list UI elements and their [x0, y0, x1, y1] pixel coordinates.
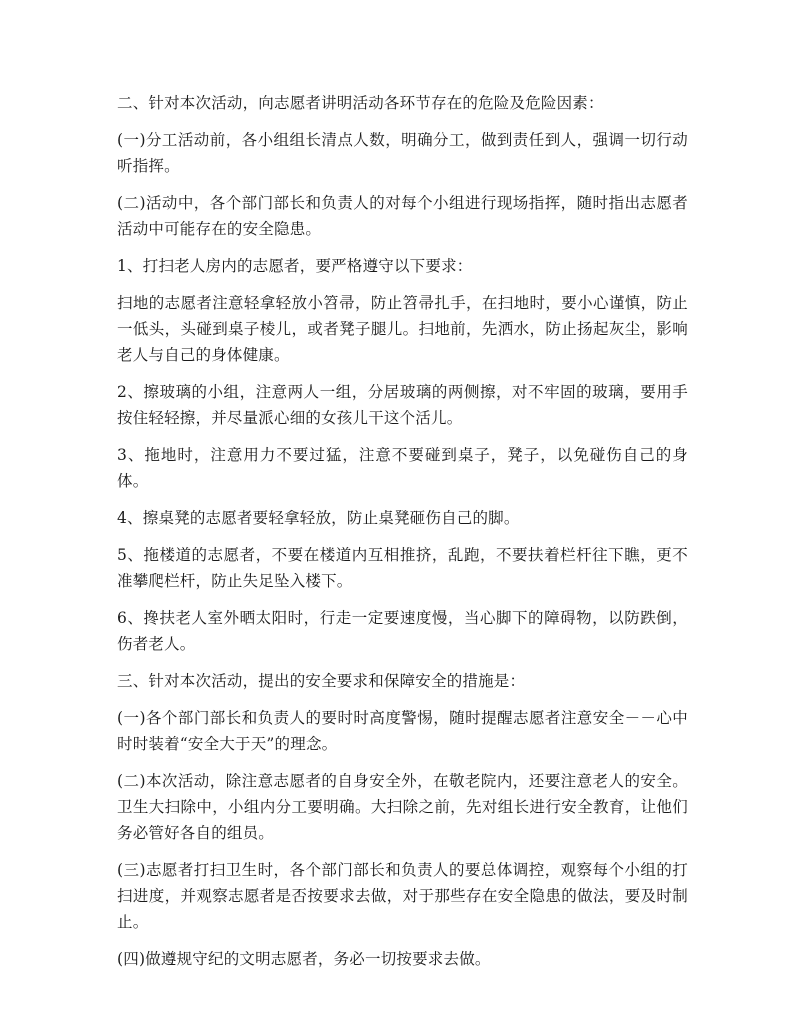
paragraph: 1、打扫老人房内的志愿者，要严格遵守以下要求：	[117, 257, 473, 275]
paragraph: 5、拖楼道的志愿者，不要在楼道内互相推挤，乱跑，不要扶着栏杆往下瞧，更不准攀爬栏杆，防止失足坠入楼下。	[117, 546, 688, 590]
paragraph: (四)做遵规守纪的文明志愿者，务必一切按要求去做。	[117, 950, 491, 968]
paragraph: (一)各个部门部长和负责人的要时时高度警惕，随时提醒志愿者注意安全－－心中时时装着“安全大于天”的理念。	[117, 709, 688, 753]
paragraph: 3、拖地时，注意用力不要过猛，注意不要碰到桌子，凳子，以免碰伤自己的身体。	[117, 446, 688, 490]
paragraph: 扫地的志愿者注意轻拿轻放小笤帚，防止笤帚扎手，在扫地时，要小心谨慎，防止一低头，头碰到桌子棱儿，或者凳子腿儿。扫地前，先洒水，防止扬起灰尘，影响老人与自己的身体健康。	[117, 294, 688, 364]
paragraph: 6、搀扶老人室外晒太阳时，行走一定要速度慢，当心脚下的障碍物，以防跌倒，伤者老人。	[117, 609, 688, 653]
paragraph: (二)本次活动，除注意志愿者的自身安全外，在敬老院内，还要注意老人的安全。卫生大扫除中，小组内分工要明确。大扫除之前，先对组长进行安全教育，让他们务必管好各自的组员。	[117, 772, 688, 842]
section-heading-3: 三、针对本次活动，提出的安全要求和保障安全的措施是：	[117, 672, 526, 690]
paragraph: (三)志愿者打扫卫生时，各个部门部长和负责人的要总体调控，观察每个小组的打扫进度，并观察志愿者是否按要求去做，对于那些存在安全隐患的做法，要及时制止。	[117, 861, 688, 931]
paragraph: (二)活动中，各个部门部长和负责人的对每个小组进行现场指挥，随时指出志愿者活动中可能存在的安全隐患。	[117, 194, 688, 238]
section-heading-2: 二、针对本次活动，向志愿者讲明活动各环节存在的危险及危险因素：	[117, 94, 604, 112]
paragraph: 4、擦桌凳的志愿者要轻拿轻放，防止桌凳砸伤自己的脚。	[117, 509, 520, 527]
paragraph: 2、擦玻璃的小组，注意两人一组，分居玻璃的两侧擦，对不牢固的玻璃，要用手按住轻轻擦，并尽量派心细的女孩儿干这个活儿。	[117, 383, 688, 427]
paragraph: (一)分工活动前，各小组组长清点人数，明确分工，做到责任到人，强调一切行动听指挥。	[117, 131, 688, 175]
